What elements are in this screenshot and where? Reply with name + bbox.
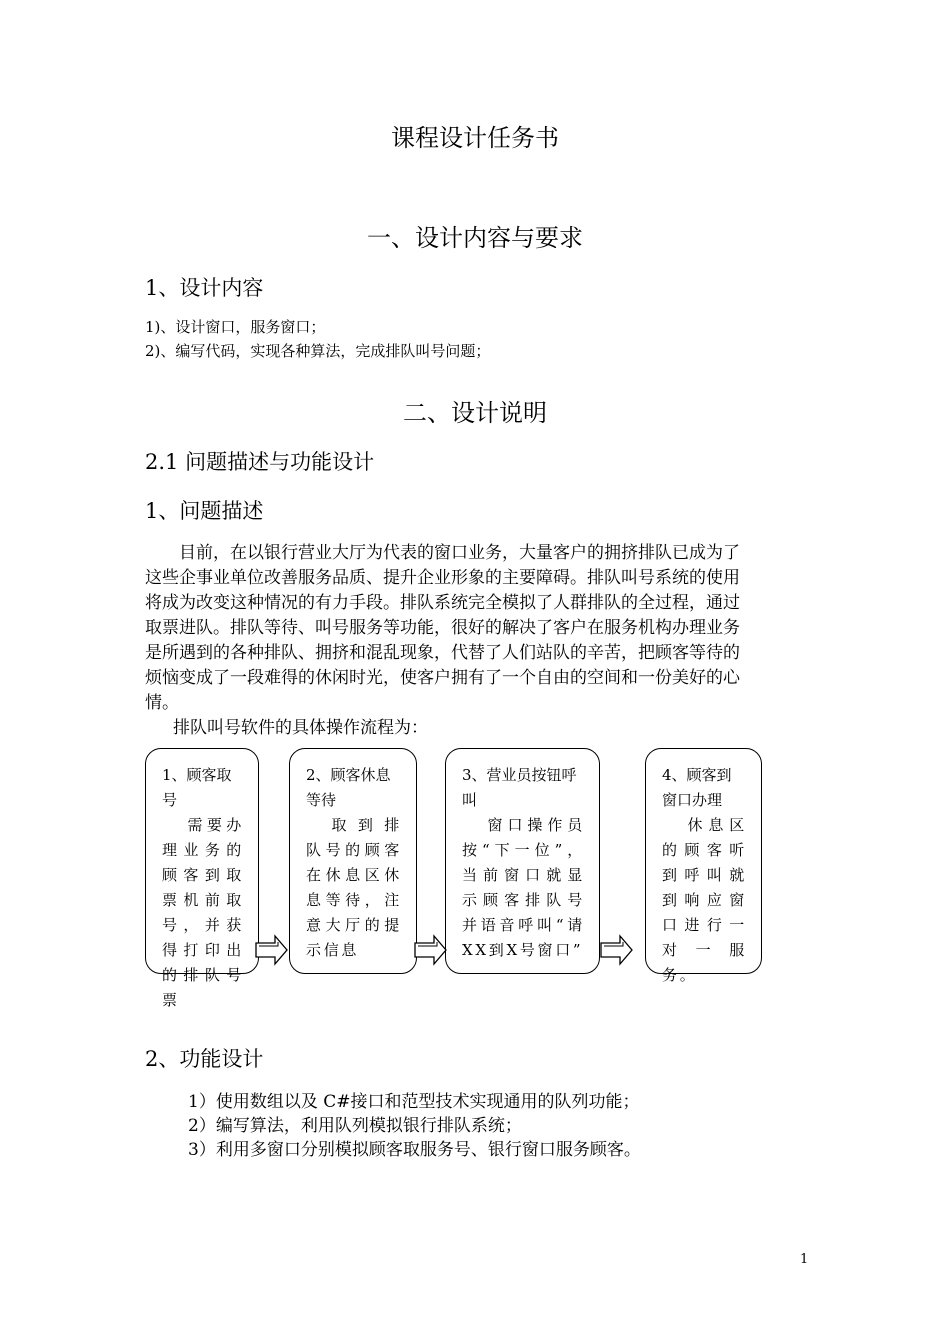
- flow-arrow-icon: [414, 934, 448, 966]
- function-item-3: 3）利用多窗口分别模拟顾客取服务号、银行窗口服务顾客。: [188, 1140, 641, 1160]
- paragraph-line: 是所遇到的各种排队、拥挤和混乱现象，代替了人们站队的辛苦，把顾客等待的: [145, 643, 740, 663]
- design-item-2: 2)、编写代码，实现各种算法，完成排队叫号问题；: [145, 342, 491, 360]
- flow-intro: 排队叫号软件的具体操作流程为：: [173, 718, 428, 738]
- document-title: 课程设计任务书: [391, 124, 559, 152]
- flow-step-title: 3、营业员按钮呼: [462, 766, 577, 784]
- flow-step-body: 取到排队号的顾客在休息区休息等待，注意大厅的提示信息: [306, 816, 402, 959]
- problem-heading: 1、问题描述: [145, 499, 264, 523]
- paragraph-line: 情。: [145, 693, 179, 713]
- function-item-2: 2）编写算法，利用队列模拟银行排队系统；: [188, 1116, 522, 1136]
- section-heading-1: 一、设计内容与要求: [367, 224, 583, 252]
- flow-step-title: 等待: [306, 791, 337, 809]
- paragraph-line: 将成为改变这种情况的有力手段。排队系统完全模拟了人群排队的全过程，通过: [145, 593, 740, 613]
- flow-step-title: 2、顾客休息: [306, 766, 391, 784]
- flow-step-body: 休息区的顾客听到呼叫就到响应窗口进行一对一服务。: [662, 816, 747, 984]
- flow-step-title: 叫: [462, 791, 478, 809]
- flow-step-2: [289, 748, 417, 974]
- flow-step-4: [645, 748, 762, 984]
- flow-step-1: [145, 748, 259, 1009]
- paragraph-line: 这些企事业单位改善服务品质、提升企业形象的主要障碍。排队叫号系统的使用: [145, 568, 740, 588]
- flow-step-title: 窗口办理: [662, 791, 723, 809]
- flow-step-3: [445, 748, 600, 974]
- design-item-1: 1)、设计窗口，服务窗口；: [145, 318, 326, 336]
- paragraph-line: 取票进队。排队等待、叫号服务等功能，很好的解决了客户在服务机构办理业务: [145, 618, 740, 638]
- function-heading: 2、功能设计: [145, 1047, 264, 1071]
- sub-heading-design-content: 1、设计内容: [145, 276, 264, 300]
- sub-heading-2-1: 2.1 问题描述与功能设计: [145, 450, 375, 474]
- flow-step-body: 需要办理业务的顾客到取票机前取号，并获得打印出的排队号票: [162, 816, 244, 1009]
- flow-step-title: 号: [162, 791, 178, 809]
- flow-arrow-icon: [255, 934, 289, 966]
- function-item-1: 1）使用数组以及 C#接口和范型技术实现通用的队列功能；: [188, 1092, 640, 1112]
- section-heading-2: 二、设计说明: [403, 399, 547, 427]
- page-number: 1: [800, 1252, 809, 1267]
- flow-step-title: 4、顾客到: [662, 766, 732, 784]
- flow-step-title: 1、顾客取: [162, 766, 232, 784]
- flow-step-body: 窗口操作员按“下一位”，当前窗口就显示顾客排队号并语音呼叫“请XX到X号窗口”: [462, 816, 585, 959]
- paragraph-line: 烦恼变成了一段难得的休闲时光，使客户拥有了一个自由的空间和一份美好的心: [145, 668, 740, 688]
- flow-arrow-icon: [600, 934, 634, 966]
- paragraph-line: 目前，在以银行营业大厅为代表的窗口业务，大量客户的拥挤排队已成为了: [179, 543, 740, 563]
